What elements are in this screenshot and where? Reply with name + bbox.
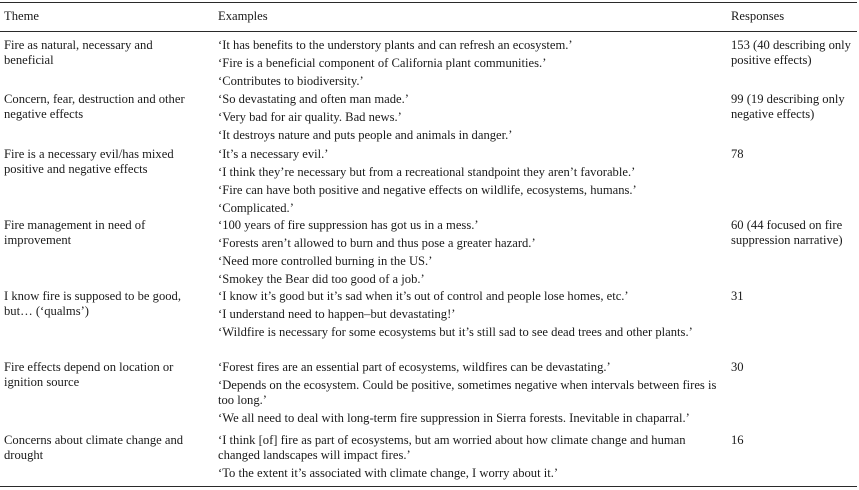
- row-4-example-0: ‘I know it’s good but it’s sad when it’s out of control and people lose homes, etc.’: [218, 289, 629, 303]
- row-3-responses: 60 (44 focused on fire suppression narrative): [731, 218, 843, 248]
- row-5-example-0: ‘Forest fires are an essential part of ecosystems, wildfires can be devastating.’: [218, 360, 611, 374]
- row-2-example-1: ‘I think they’re necessary but from a recreational standpoint they aren’t favorable.’: [218, 165, 636, 179]
- row-0-example-2: ‘Contributes to biodiversity.’: [218, 74, 364, 88]
- row-5-responses: 30: [731, 360, 744, 374]
- row-1-example-0: ‘So devastating and often man made.’: [218, 92, 409, 106]
- table-bottom-rule: [0, 486, 857, 487]
- row-3-example-2: ‘Need more controlled burning in the US.’: [218, 254, 433, 268]
- row-0-responses: 153 (40 describing only positive effects): [731, 38, 851, 68]
- row-5-example-1: ‘Depends on the ecosystem. Could be positive, sometimes negative when intervals between fires is too long.’: [218, 378, 717, 408]
- row-4-example-1: ‘I understand need to happen–but devastating!’: [218, 307, 456, 321]
- row-1-theme: Concern, fear, destruction and other negative effects: [4, 92, 185, 122]
- row-1-examples: [218, 92, 718, 146]
- header-examples: Examples: [218, 9, 268, 23]
- row-2-responses: 78: [731, 147, 744, 161]
- row-6-responses: 16: [731, 433, 744, 447]
- row-3-examples: [218, 218, 718, 290]
- row-6-theme: Concerns about climate change and drought: [4, 433, 184, 463]
- row-6-example-0: ‘I think [of] fire as part of ecosystems, but am worried about how climate change and human changed landscapes will impact fires.’: [218, 433, 686, 463]
- row-0-example-1: ‘Fire is a beneficial component of California plant communities.’: [218, 56, 547, 70]
- header-theme: Theme: [4, 9, 39, 23]
- table-top-rule: [0, 2, 857, 3]
- row-2-theme: Fire is a necessary evil/has mixed positive and negative effects: [4, 147, 174, 177]
- row-0-examples: [218, 38, 718, 92]
- row-3-theme: Fire management in need of improvement: [4, 218, 146, 248]
- row-3-example-1: ‘Forests aren’t allowed to burn and thus pose a greater hazard.’: [218, 236, 536, 250]
- row-4-theme: I know fire is supposed to be good, but… (‘qualms’): [4, 289, 181, 319]
- row-2-examples: [218, 147, 718, 219]
- table-header-rule: [0, 31, 857, 32]
- row-1-example-1: ‘Very bad for air quality. Bad news.’: [218, 110, 402, 124]
- row-3-example-3: ‘Smokey the Bear did too good of a job.’: [218, 272, 425, 286]
- row-2-example-2: ‘Fire can have both positive and negative effects on wildlife, ecosystems, humans.’: [218, 183, 637, 197]
- row-6-example-1: ‘To the extent it’s associated with climate change, I worry about it.’: [218, 466, 559, 481]
- row-5-examples: [218, 360, 718, 429]
- header-responses: Responses: [731, 9, 785, 23]
- row-3-example-0: ‘100 years of fire suppression has got us in a mess.’: [218, 218, 479, 232]
- row-5-theme: Fire effects depend on location or ignition source: [4, 360, 174, 390]
- row-4-example-2: ‘Wildfire is necessary for some ecosystems but it’s still sad to see dead trees and other plants.’: [218, 325, 693, 339]
- row-2-example-0: ‘It’s a necessary evil.’: [218, 147, 329, 161]
- row-4-examples: [218, 289, 718, 343]
- row-2-example-3: ‘Complicated.’: [218, 201, 294, 215]
- row-1-example-2: ‘It destroys nature and puts people and animals in danger.’: [218, 128, 513, 142]
- row-6-examples: [218, 433, 718, 484]
- row-0-example-0: ‘It has benefits to the understory plants and can refresh an ecosystem.’: [218, 38, 573, 52]
- row-4-responses: 31: [731, 289, 744, 303]
- row-0-theme: Fire as natural, necessary and beneficial: [4, 38, 153, 68]
- row-5-example-2: ‘We all need to deal with long-term fire suppression in Sierra forests. Inevitable in chaparral.’: [218, 411, 690, 426]
- row-1-responses: 99 (19 describing only negative effects): [731, 92, 845, 122]
